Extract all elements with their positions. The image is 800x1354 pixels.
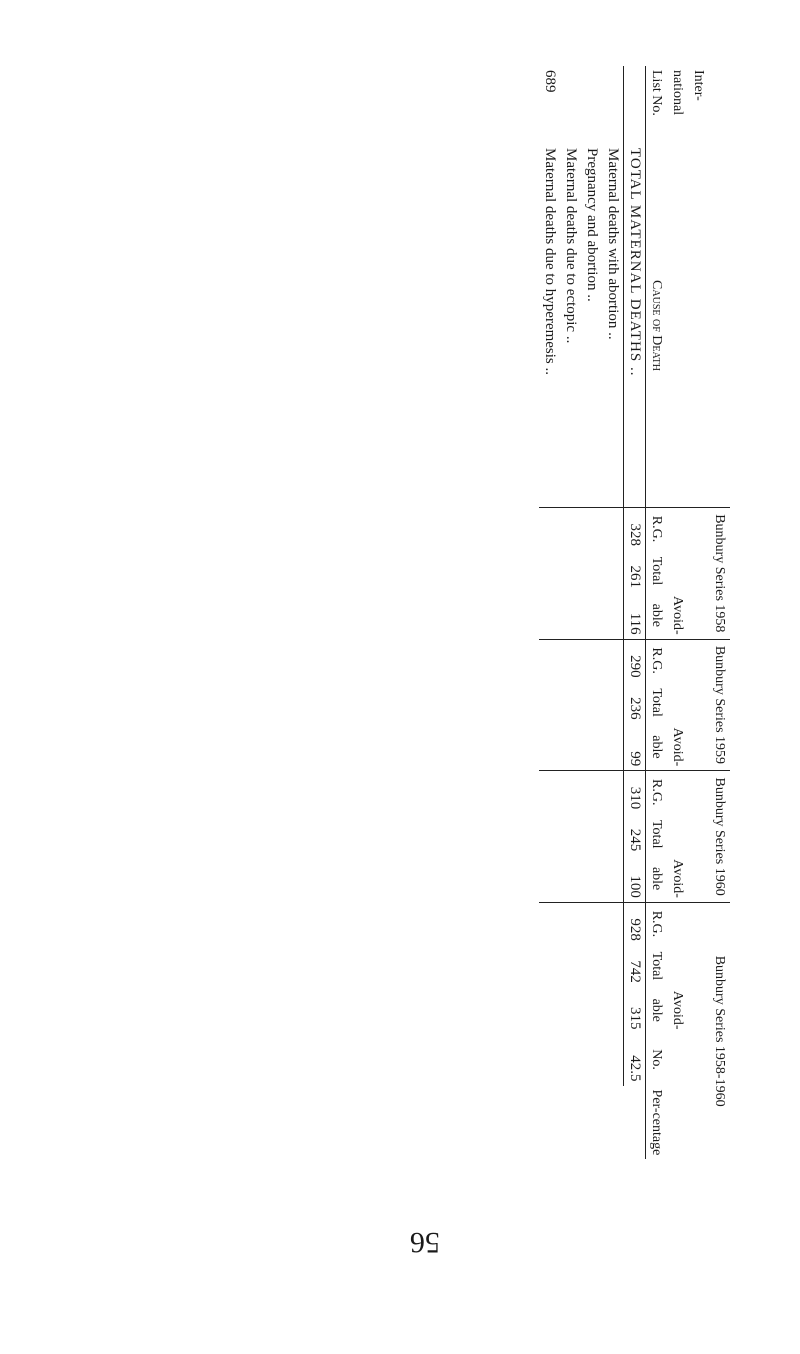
table-cell (560, 813, 581, 855)
table-cell (539, 508, 560, 551)
table-cell (581, 813, 602, 855)
table-cell (560, 1034, 581, 1086)
table-cell: 99 (624, 724, 646, 771)
cause-of-death: Pregnancy and abortion .. (584, 148, 600, 302)
table-row (624, 66, 646, 1159)
cause-of-death: Maternal deaths with abortion .. (605, 148, 621, 340)
rotated-sheet (40, 42, 760, 1312)
table-cell (560, 550, 581, 592)
table-cell (539, 1034, 560, 1086)
table-cell: 116 (624, 592, 646, 639)
table-cell (581, 550, 602, 592)
maternal-deaths-table (539, 66, 730, 1159)
col-1958-rg: R.G. (646, 508, 710, 551)
table-cell (602, 945, 623, 987)
table-cell (602, 855, 623, 902)
intl-list-header (709, 66, 730, 144)
table-row (539, 66, 560, 1159)
table-cell (560, 724, 581, 771)
series-1958-1960-header: Bunbury Series 1958-1960 (709, 902, 730, 1159)
table-cell (581, 639, 602, 682)
table-cell: 245 (624, 813, 646, 855)
intl-list-number: 689 (542, 70, 558, 93)
table-cell (602, 639, 623, 682)
table-cell (539, 902, 560, 945)
table-cell (581, 592, 602, 639)
col-all-rg: R.G. (646, 902, 710, 945)
series-1959-header: Bunbury Series 1959 (709, 639, 730, 771)
table-cell (560, 902, 581, 945)
table-row (581, 66, 602, 1159)
col-all-percentage: Per-centage (646, 1086, 710, 1160)
table-cell (602, 813, 623, 855)
table-cell: 742 (624, 945, 646, 987)
col-1958-avoidable: Avoid-able (646, 592, 710, 639)
col-1958-total: Total (646, 550, 710, 592)
table-cell (539, 945, 560, 987)
table-row (560, 66, 581, 1159)
table-cell: 928 (624, 902, 646, 945)
col-all-total: Total (646, 945, 710, 987)
table-cell (581, 682, 602, 724)
col-all-avoidable: Avoid-able (646, 987, 710, 1034)
table-cell (560, 682, 581, 724)
table-cell (539, 771, 560, 814)
table-cell: 310 (624, 771, 646, 814)
table-cell: 42.5 (624, 1034, 646, 1086)
cause-of-death: Maternal deaths due to ectopic .. (563, 148, 579, 344)
table-cell: 315 (624, 987, 646, 1034)
col-1960-total: Total (646, 813, 710, 855)
table-cell (560, 945, 581, 987)
table-cell (539, 639, 560, 682)
table-cell (602, 724, 623, 771)
table-cell (581, 945, 602, 987)
table-cell (602, 592, 623, 639)
table-cell (560, 508, 581, 551)
intl-list-label: Inter-national List No. (646, 66, 710, 144)
table-cell (602, 771, 623, 814)
table-cell (539, 724, 560, 771)
table-cell (539, 813, 560, 855)
table-row (602, 66, 623, 1159)
table-cell (602, 1034, 623, 1086)
intl-list-number (581, 66, 602, 144)
table-cell (539, 550, 560, 592)
table-cell (581, 987, 602, 1034)
col-all-no: No. (646, 1034, 710, 1086)
table-cell (581, 1034, 602, 1086)
col-1959-total: Total (646, 682, 710, 724)
table-cell (560, 855, 581, 902)
table-cell (581, 724, 602, 771)
table-cell (581, 902, 602, 945)
table-cell (539, 855, 560, 902)
table-cell (560, 592, 581, 639)
table-cell (602, 550, 623, 592)
table-cell (560, 771, 581, 814)
table-cell: 328 (624, 508, 646, 551)
col-1959-avoidable: Avoid-able (646, 724, 710, 771)
table-cell (539, 987, 560, 1034)
intl-list-number (602, 66, 623, 144)
cause-of-death: TOTAL MATERNAL DEATHS .. (624, 144, 646, 508)
table-cell (581, 508, 602, 551)
table-cell (602, 682, 623, 724)
table-cell: 261 (624, 550, 646, 592)
series-1960-header: Bunbury Series 1960 (709, 771, 730, 903)
table-cell: 290 (624, 639, 646, 682)
column-header-row (646, 66, 710, 1159)
table-cell (602, 508, 623, 551)
table-cell: 236 (624, 682, 646, 724)
series-1958-header: Bunbury Series 1958 (709, 508, 730, 640)
col-1959-rg: R.G. (646, 639, 710, 682)
table-cell (560, 639, 581, 682)
page-number: 56 (410, 1226, 440, 1259)
cause-header-spacer (709, 144, 730, 508)
cause-of-death: Maternal deaths due to hyperemesis .. (542, 148, 558, 376)
intl-list-number (624, 66, 646, 144)
table-cell (602, 902, 623, 945)
series-header-row (709, 66, 730, 1159)
col-1960-avoidable: Avoid-able (646, 855, 710, 902)
table-cell (581, 771, 602, 814)
cause-of-death-label: Cause of Death (646, 144, 710, 508)
intl-list-number (623, 66, 624, 144)
table-cell: 100 (624, 855, 646, 902)
col-1960-rg: R.G. (646, 771, 710, 814)
table-cell (581, 855, 602, 902)
table-cell (539, 682, 560, 724)
table-cell (539, 592, 560, 639)
table-cell (560, 987, 581, 1034)
table-cell (602, 987, 623, 1034)
intl-list-number (560, 66, 581, 144)
table-body (539, 66, 646, 1159)
